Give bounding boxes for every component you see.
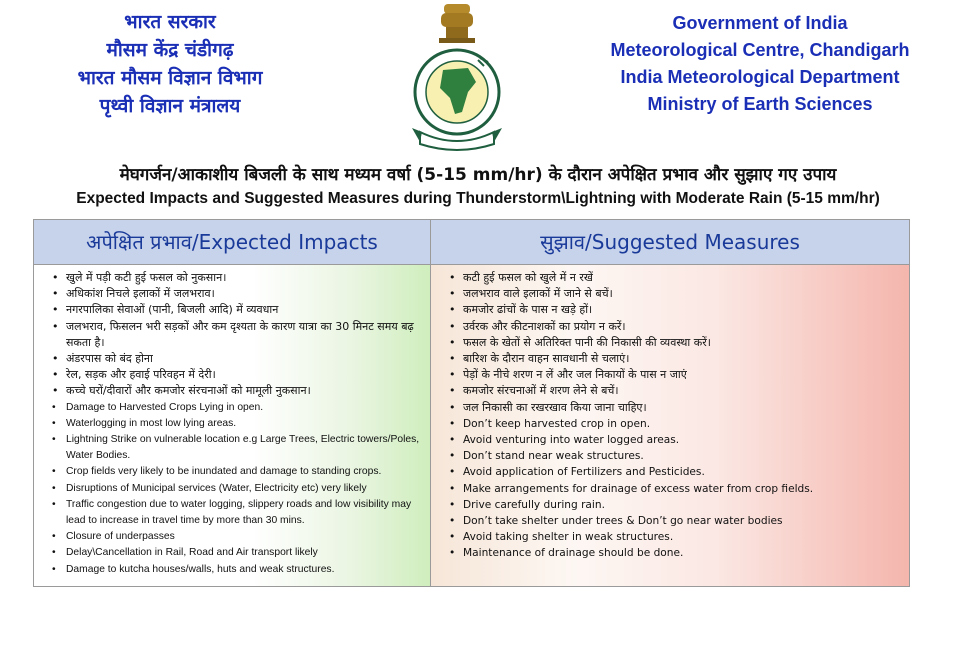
impact-item: • कच्चे घरों/दीवारों और कमजोर संरचनाओं को मामूली नुकसान। [52, 383, 424, 399]
imd-emblem-icon [398, 0, 516, 152]
measure-item: • बारिश के दौरान वाहन सावधानी से चलाएं। [449, 351, 903, 367]
title-hindi: मेघगर्जन/आकाशीय बिजली के साथ मध्यम वर्षा (5-15 mm/hr) के दौरान अपेक्षित प्रभाव और सुझाए गए उपाय [119, 165, 837, 185]
measure-item: • Drive carefully during rain. [449, 497, 903, 513]
header-english-line: Government of India [672, 13, 848, 33]
impact-item: • Closure of underpasses [52, 529, 424, 545]
impact-item: • अधिकांश निचले इलाकों में जलभराव। [52, 286, 424, 302]
title-english: Expected Impacts and Suggested Measures during Thunderstorm\Lightning with Moderate Rain (5-15 mm/hr) [76, 190, 880, 207]
measure-item: • कमजोर संरचनाओं में शरण लेने से बचें। [449, 383, 903, 399]
measures-column [431, 264, 909, 586]
measure-item: • कमजोर ढांचों के पास न खड़े हों। [449, 302, 903, 318]
header-hindi-line: भारत मौसम विज्ञान विभाग [77, 67, 263, 89]
measures-list [431, 265, 909, 562]
measure-item: • जलभराव वाले इलाकों में जाने से बचें। [449, 286, 903, 302]
impact-item: • Lightning Strike on vulnerable location e.g Large Trees, Electric towers/Poles, Water Bodies. [52, 432, 424, 464]
impact-item: • Delay\Cancellation in Rail, Road and Air transport likely [52, 545, 424, 561]
impacts-list [34, 265, 430, 578]
header-english-line: India Meteorological Department [620, 67, 900, 87]
impact-item: • Disruptions of Municipal services (Water, Electricity etc) very likely [52, 481, 424, 497]
header-english-line: Meteorological Centre, Chandigarh [610, 40, 910, 60]
impact-item: • जलभराव, फिसलन भरी सड़कों और कम दृश्यता के कारण यात्रा का 30 मिनट समय बढ़ सकता है। [52, 319, 424, 351]
header-hindi-line: मौसम केंद्र चंडीगढ़ [106, 39, 234, 61]
impacts-measures-table [33, 219, 910, 587]
header-english-block [575, 10, 945, 118]
header-hindi-block [40, 8, 300, 120]
measure-item: • फसल के खेतों से अतिरिक्त पानी की निकासी की व्यवस्था करें। [449, 335, 903, 351]
impact-item: • Damage to Harvested Crops Lying in open. [52, 400, 424, 416]
impacts-column [34, 264, 431, 586]
impacts-heading: अपेक्षित प्रभाव/Expected Impacts [34, 220, 431, 264]
header-hindi-line: भारत सरकार [124, 11, 216, 33]
measure-item: • Don’t take shelter under trees & Don’t go near water bodies [449, 513, 903, 529]
measure-item: • Don’t stand near weak structures. [449, 448, 903, 464]
impact-item: • Damage to kutcha houses/walls, huts and weak structures. [52, 562, 424, 578]
header-hindi-line: पृथ्वी विज्ञान मंत्रालय [99, 95, 241, 117]
measure-item: • Avoid taking shelter in weak structures. [449, 529, 903, 545]
measure-item: • Make arrangements for drainage of excess water from crop fields. [449, 481, 903, 497]
impact-item: • अंडरपास को बंद होना [52, 351, 424, 367]
header-english-line: Ministry of Earth Sciences [647, 94, 873, 114]
impact-item: • Traffic congestion due to water logging, slippery roads and low visibility may lead to increase in travel time by more than 30 mins. [52, 497, 424, 529]
impact-item: • रेल, सड़क और हवाई परिवहन में देरी। [52, 367, 424, 383]
measure-item: • पेड़ों के नीचे शरण न लें और जल निकायों के पास न जाएं [449, 367, 903, 383]
measure-item: • Avoid venturing into water logged areas. [449, 432, 903, 448]
measure-item: • Avoid application of Fertilizers and Pesticides. [449, 464, 903, 480]
impact-item: • Crop fields very likely to be inundated and damage to standing crops. [52, 464, 424, 480]
impact-item: • नगरपालिका सेवाओं (पानी, बिजली आदि) में व्यवधान [52, 302, 424, 318]
impact-item: • Waterlogging in most low lying areas. [52, 416, 424, 432]
impact-item: • खुले में पड़ी कटी हुई फसल को नुकसान। [52, 270, 424, 286]
measure-item: • Maintenance of drainage should be done. [449, 545, 903, 561]
measure-item: • कटी हुई फसल को खुले में न रखें [449, 270, 903, 286]
measures-heading: सुझाव/Suggested Measures [431, 220, 909, 264]
measure-item: • उर्वरक और कीटनाशकों का प्रयोग न करें। [449, 319, 903, 335]
measure-item: • Don’t keep harvested crop in open. [449, 416, 903, 432]
measure-item: • जल निकासी का रखरखाव किया जाना चाहिए। [449, 400, 903, 416]
